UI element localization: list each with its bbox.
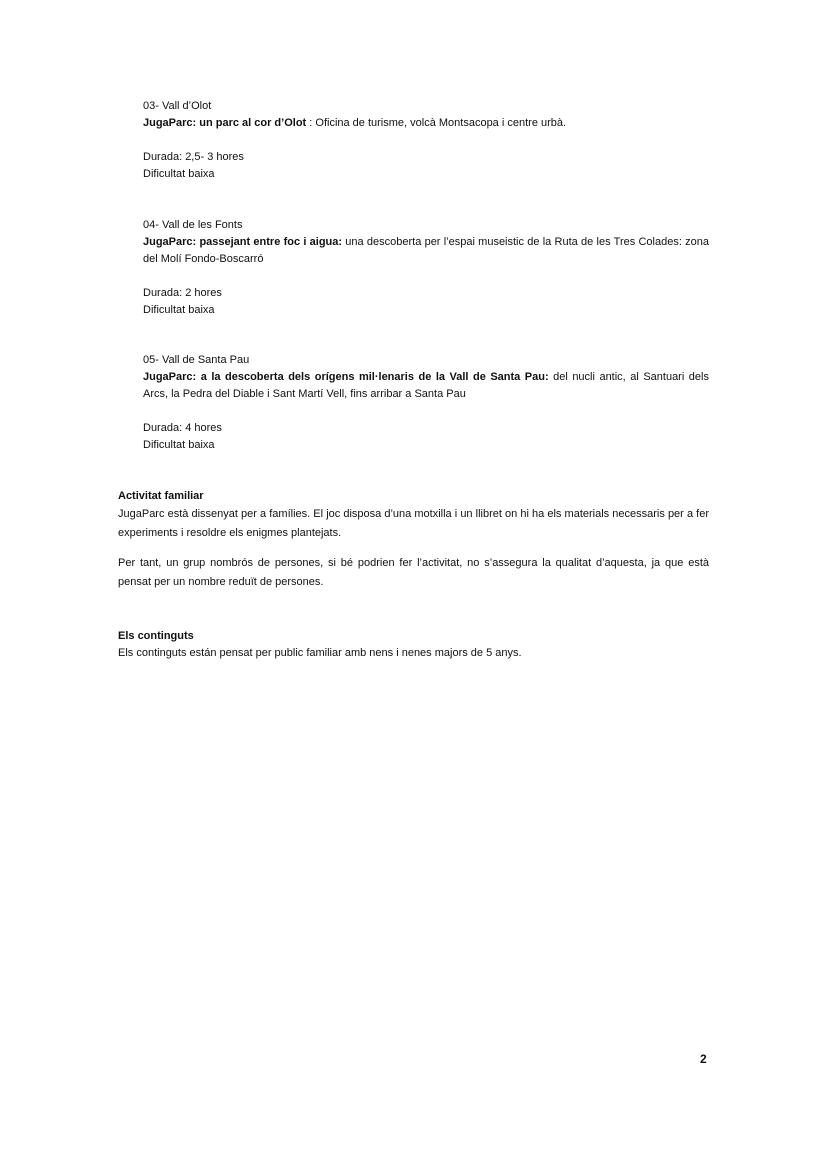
- route-05: [143, 352, 709, 454]
- route-duration: Durada: 4 hores: [143, 422, 222, 434]
- route-name: JugaParc: a la descoberta dels orígens mil·lenaris de la Vall de Santa Pau:: [143, 371, 549, 383]
- route-duration: Durada: 2,5- 3 hores: [143, 151, 244, 163]
- route-stops: del nucli antic, al Santuari dels Arcs, la Pedra del Diable i Sant Martí Vell, fins arribar a Santa Pau: [143, 371, 709, 400]
- section-paragraph: Els continguts están pensat per public familiar amb nens i nenes majors de 5 anys.: [118, 647, 522, 659]
- page-number: 2: [700, 1052, 707, 1066]
- route-description: [143, 234, 709, 268]
- route-description: [143, 369, 709, 403]
- route-duration: Durada: 2 hores: [143, 287, 222, 299]
- route-difficulty: Dificultat baixa: [143, 168, 215, 180]
- route-name: JugaParc: un parc al cor d’Olot: [143, 117, 307, 129]
- route-04: [143, 217, 709, 319]
- contents-section: [118, 628, 709, 662]
- family-activity-section: [118, 488, 709, 592]
- section-title: Els continguts: [118, 630, 194, 642]
- section-title: Activitat familiar: [118, 490, 204, 502]
- route-03: [143, 98, 709, 183]
- route-title: 04- Vall de les Fonts: [143, 219, 243, 231]
- route-title: 05- Vall de Santa Pau: [143, 354, 250, 366]
- route-difficulty: Dificultat baixa: [143, 439, 215, 451]
- route-description: [143, 115, 709, 132]
- route-stops: una descoberta per l’espai museistic de la Ruta de les Tres Colades: zona del Molí Fondo-Boscarró: [143, 236, 709, 265]
- route-difficulty: Dificultat baixa: [143, 304, 215, 316]
- section-paragraph: JugaParc està dissenyat per a famílies. El joc disposa d’una motxilla i un llibret on hi ha els materials necessaris per a fer experiments i resoldre els enigmes plantejats.: [118, 508, 709, 539]
- route-stops: : Oficina de turisme, volcà Montsacopa i centre urbà.: [306, 117, 567, 129]
- route-title: 03- Vall d’Olot: [143, 100, 212, 112]
- route-name: JugaParc: passejant entre foc i aigua:: [143, 236, 343, 248]
- section-paragraph: Per tant, un grup nombrós de persones, si bé podrien fer l’activitat, no s’assegura la qualitat d’aquesta, ja que està pensat per un nombre reduït de persones.: [118, 557, 709, 588]
